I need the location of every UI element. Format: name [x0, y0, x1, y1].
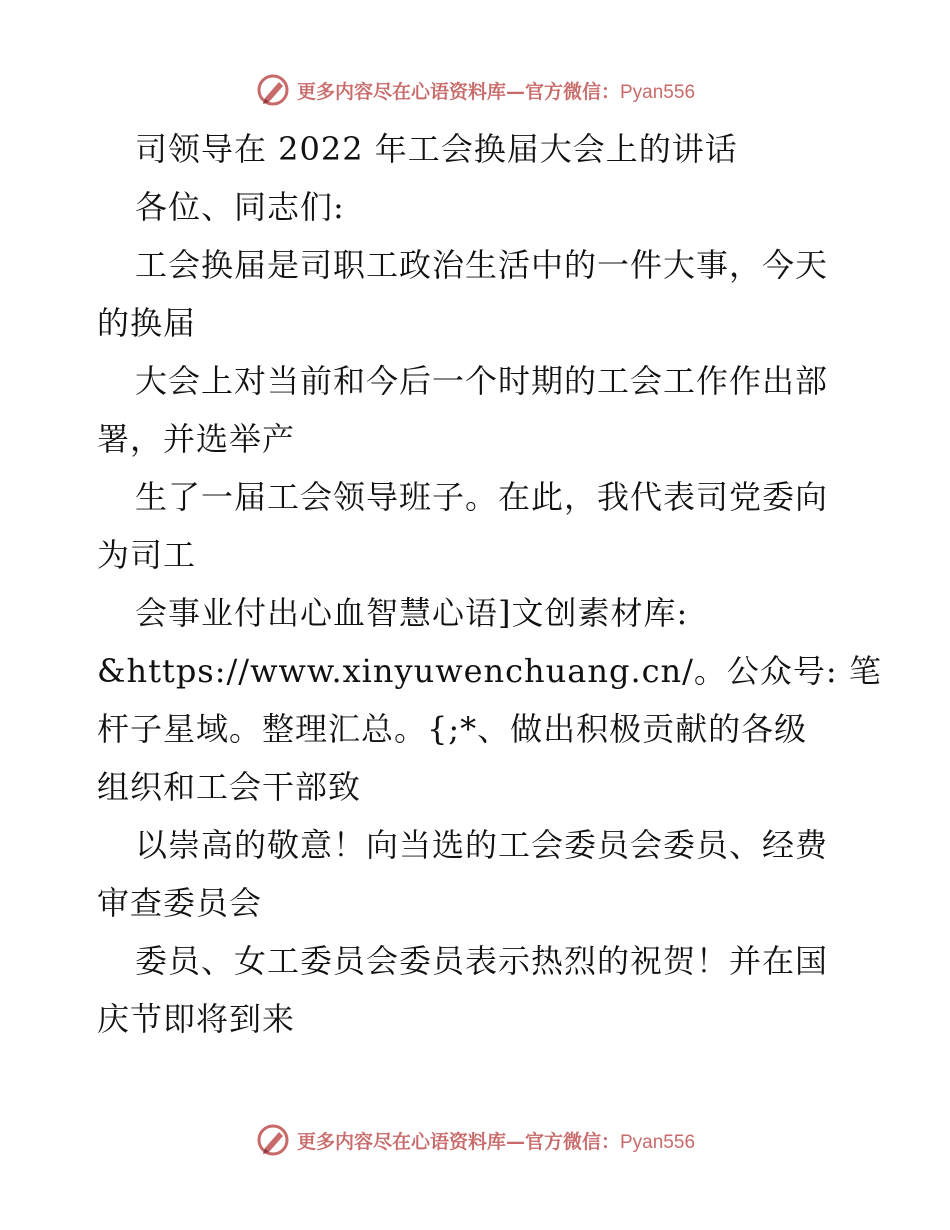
- body-line: 的换届: [97, 304, 197, 342]
- body-line: 杆子星域。整理汇总。{;*、做出积极贡献的各级: [97, 710, 808, 748]
- body-line: 组织和工会干部致: [97, 768, 362, 806]
- body-line: 署，并选举产: [97, 420, 296, 458]
- body-line: 为司工: [97, 536, 197, 574]
- body-line: &https://www.xinyuwenchuang.cn/。公众号: 笔: [97, 652, 882, 690]
- document-body: [97, 120, 882, 1048]
- banner-text: 更多内容尽在心语资料库—官方微信：: [296, 1130, 620, 1153]
- header-watermark-banner: [0, 70, 950, 110]
- body-line: 以崇高的敬意！向当选的工会委员会委员、经费: [135, 826, 829, 864]
- pen-logo-icon: [255, 1122, 291, 1158]
- banner-text: 更多内容尽在心语资料库—官方微信：: [296, 80, 620, 103]
- banner-wechat-id: Pyan556: [620, 81, 696, 103]
- body-line: 工会换届是司职工政治生活中的一件大事，今天: [135, 246, 829, 284]
- banner-wechat-id: Pyan556: [620, 1131, 696, 1153]
- body-line: 审查委员会: [97, 884, 263, 922]
- body-line: 大会上对当前和今后一个时期的工会工作作出部: [135, 362, 829, 400]
- body-line: 庆节即将到来: [97, 1000, 296, 1038]
- pen-logo-icon: [255, 72, 291, 108]
- body-line: 会事业付出心血智慧心语]文创素材库:: [135, 594, 689, 632]
- body-line: 委员、女工委员会委员表示热烈的祝贺！并在国: [135, 942, 829, 980]
- salutation: 各位、同志们:: [135, 188, 345, 226]
- body-line: 生了一届工会领导班子。在此，我代表司党委向: [135, 478, 829, 516]
- footer-watermark-banner: [0, 1120, 950, 1160]
- document-title: 司领导在 2022 年工会换届大会上的讲话: [135, 130, 738, 168]
